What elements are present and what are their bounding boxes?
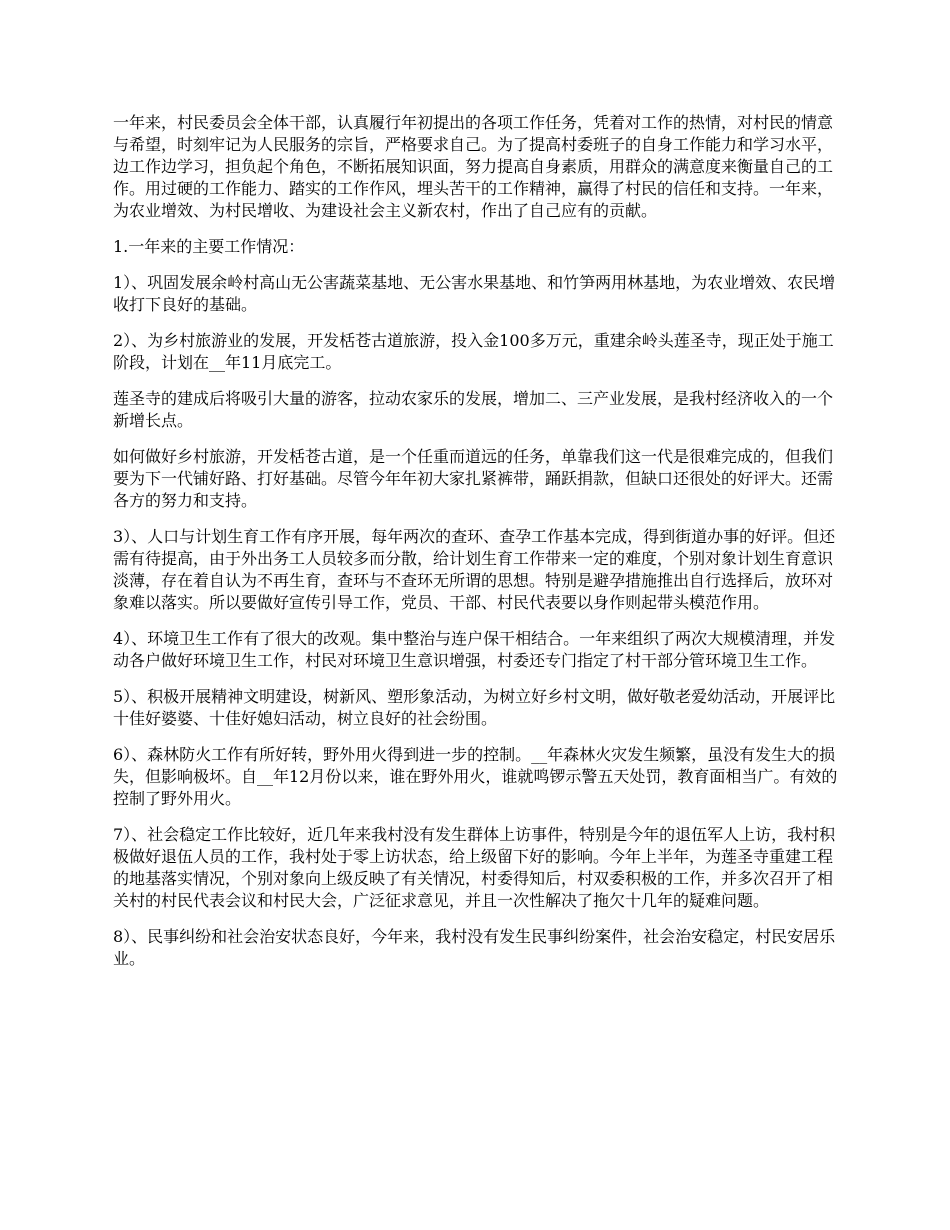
document-body [113, 112, 843, 984]
item-8-paragraph: 8）、民事纠纷和社会治安状态良好，今年来，我村没有发生民事纠纷案件，社会治安稳定，村民安居乐业。 [113, 927, 836, 968]
section-heading: 1.一年来的主要工作情况： [113, 237, 305, 256]
temple-paragraph: 莲圣寺的建成后将吸引大量的游客，拉动农家乐的发展，增加二、三产业发展，是我村经济收入的一个新增长点。 [113, 389, 834, 430]
item-5-paragraph: 5）、积极开展精神文明建设，树新风、塑形象活动，为树立好乡村文明，做好敬老爱幼活动，开展评比十佳好婆婆、十佳好媳妇活动，树立良好的社会纷围。 [113, 687, 836, 728]
item-1-paragraph: 1）、巩固发展余岭村高山无公害蔬菜基地、无公害水果基地、和竹笋两用林基地，为农业增效、农民增收打下良好的基础。 [113, 273, 836, 314]
item-7-paragraph: 7）、社会稳定工作比较好，近几年来我村没有发生群体上访事件，特别是今年的退伍军人上访，我村积极做好退伍人员的工作，我村处于零上访状态，给上级留下好的影响。今年上半年，为莲圣寺重建工程的地基落实情况，个别对象向上级反映了有关情况，村委得知后，村双委积极的工作，并多次召开了相关村的村民代表会议和村民大会，广泛征求意见，并且一次性解决了拖欠十几年的疑难问题。 [113, 825, 836, 910]
item-2-paragraph: 2）、为乡村旅游业的发展，开发栝苍古道旅游，投入金100多万元，重建余岭头莲圣寺，现正处于施工阶段，计划在__年11月底完工。 [113, 331, 834, 372]
intro-paragraph: 一年来，村民委员会全体干部，认真履行年初提出的各项工作任务，凭着对工作的热情，对村民的情意与希望，时刻牢记为人民服务的宗旨，严格要求自己。为了提高村委班子的自身工作能力和学习水平，边工作边学习，担负起个角色，不断拓展知识面，努力提高自身素质，用群众的满意度来衡量自己的工作。用过硬的工作能力、踏实的工作作风，埋头苦干的工作精神，赢得了村民的信任和支持。一年来，为农业增效、为村民增收、为建设社会主义新农村，作出了自己应有的贡献。 [113, 113, 834, 220]
item-6-paragraph: 6）、森林防火工作有所好转，野外用火得到进一步的控制。__年森林火灾发生频繁，虽没有发生大的损失，但影响极坏。自__年12月份以来，谁在野外用火，谁就鸣锣示警五天处罚，教育面相当广。有效的控制了野外用火。 [113, 745, 838, 808]
tourism-paragraph: 如何做好乡村旅游，开发栝苍古道，是一个任重而道远的任务，单靠我们这一代是很难完成的，但我们要为下一代铺好路、打好基础。尽管今年年初大家扎紧裤带，踊跃捐款，但缺口还很处的好评大。还需各方的努力和支持。 [113, 447, 834, 510]
item-4-paragraph: 4）、环境卫生工作有了很大的改观。集中整治与连户保干相结合。一年来组织了两次大规模清理，并发动各户做好环境卫生工作，村民对环境卫生意识增强，村委还专门指定了村干部分管环境卫生工作。 [113, 629, 836, 670]
item-3-paragraph: 3）、人口与计划生育工作有序开展，每年两次的查环、查孕工作基本完成，得到街道办事的好评。但还需有待提高，由于外出务工人员较多而分散，给计划生育工作带来一定的难度，个别对象计划生育意识淡薄，存在着自认为不再生育，查环与不查环无所谓的思想。特别是避孕措施推出自行选择后，放环对象难以落实。所以要做好宣传引导工作，党员、干部、村民代表要以身作则起带头模范作用。 [113, 527, 836, 612]
